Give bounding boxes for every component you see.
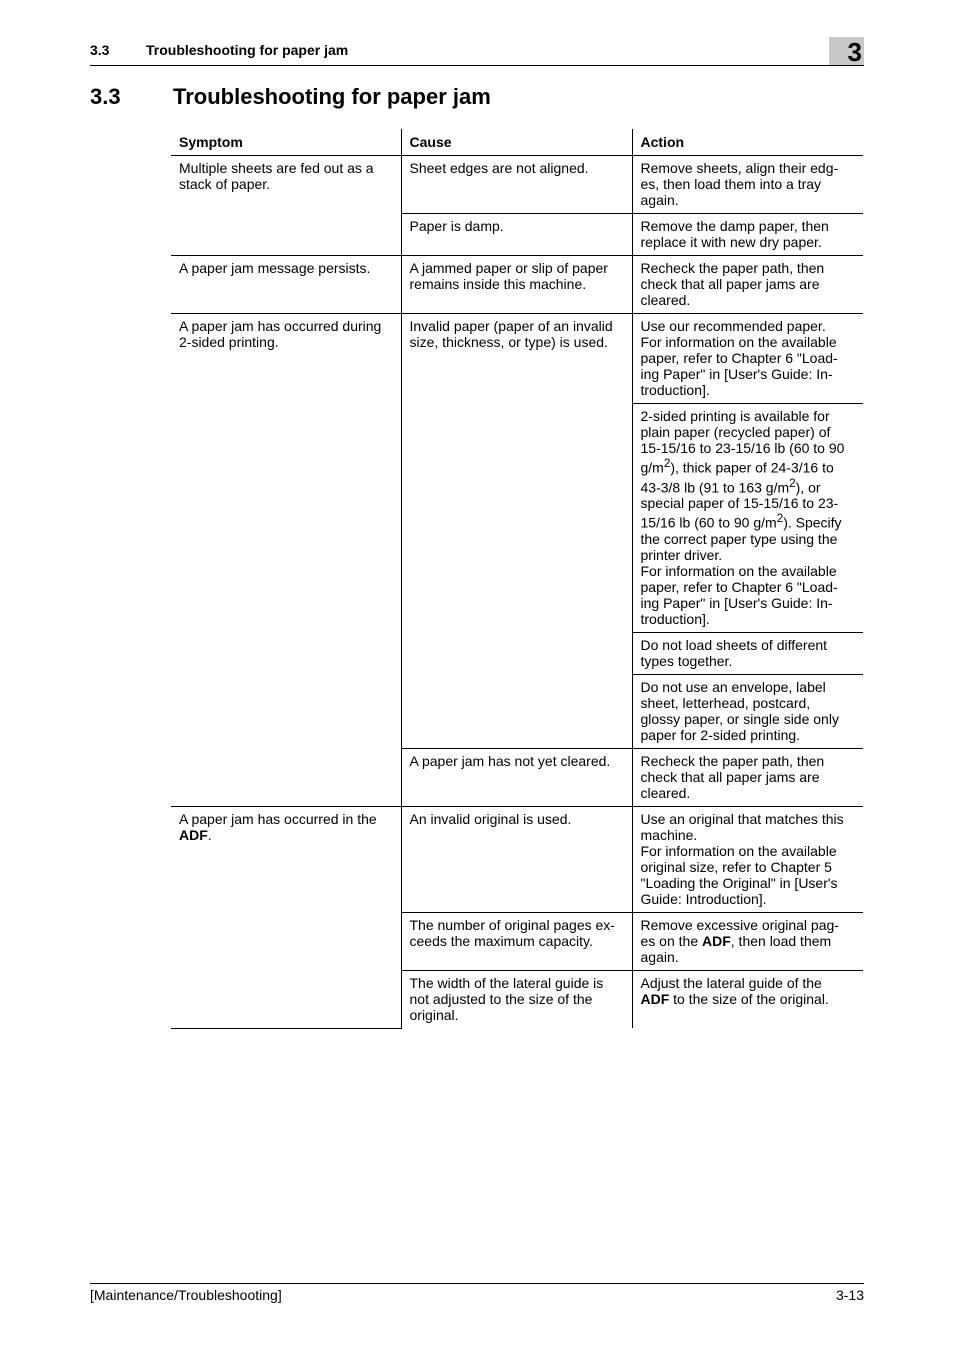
cause-cell: A jammed paper or slip of paper remains inside this machine. bbox=[401, 256, 632, 314]
header-section-title: Troubleshooting for paper jam bbox=[146, 42, 349, 58]
action-cell: Do not use an envelope, label sheet, letterhead, postcard, glossy paper, or single side only paper for 2-sided printing. bbox=[632, 674, 863, 748]
action-cell: Use an original that matches this machine. For information on the available original size, refer to Chapter 5 "Loading the Original" in [User's Guide: Introduction]. bbox=[632, 806, 863, 912]
table-row bbox=[171, 314, 863, 404]
action-cell bbox=[632, 970, 863, 1028]
troubleshooting-table bbox=[171, 129, 863, 1029]
action-suffix: to the size of the original. bbox=[669, 990, 829, 1007]
header-rule bbox=[90, 65, 864, 66]
adf-label: ADF bbox=[640, 990, 670, 1007]
symptom-cell: A paper jam has occurred during 2-sided printing. bbox=[171, 314, 401, 807]
column-header-action: Action bbox=[632, 129, 863, 156]
adf-label: ADF bbox=[702, 932, 731, 949]
cause-cell: Paper is damp. bbox=[401, 214, 632, 256]
table-row bbox=[171, 806, 863, 912]
footer-manual-title: [Maintenance/Troubleshooting] bbox=[90, 1287, 282, 1303]
column-header-cause: Cause bbox=[401, 129, 632, 156]
symptom-cell: A paper jam message persists. bbox=[171, 256, 401, 314]
adf-label: ADF bbox=[179, 826, 208, 843]
action-cell: Remove sheets, align their edg- es, then load them into a tray again. bbox=[632, 156, 863, 214]
table-header-row bbox=[171, 129, 863, 156]
action-cell: Recheck the paper path, then check that all paper jams are cleared. bbox=[632, 748, 863, 806]
symptom-cell: Multiple sheets are fed out as a stack of paper. bbox=[171, 156, 401, 256]
table-row bbox=[171, 156, 863, 214]
table-row bbox=[171, 256, 863, 314]
symptom-suffix: . bbox=[207, 826, 212, 843]
header-section-number: 3.3 bbox=[90, 42, 110, 58]
column-header-symptom: Symptom bbox=[171, 129, 401, 156]
section-title: Troubleshooting for paper jam bbox=[173, 84, 491, 109]
action-cell: Recheck the paper path, then check that all paper jams are cleared. bbox=[632, 256, 863, 314]
symptom-text: A paper jam has occurred in the bbox=[179, 810, 377, 827]
footer-rule bbox=[90, 1283, 864, 1284]
action-text: Remove excessive original pag- es on the bbox=[640, 916, 839, 949]
action-cell: Do not load sheets of different types together. bbox=[632, 632, 863, 674]
chapter-badge: 3 bbox=[829, 37, 864, 65]
section-number: 3.3 bbox=[90, 84, 121, 109]
cause-cell: A paper jam has not yet cleared. bbox=[401, 748, 632, 806]
cause-cell: The width of the lateral guide is not adjusted to the size of the original. bbox=[401, 970, 632, 1028]
cause-cell: The number of original pages ex- ceeds the maximum capacity. bbox=[401, 912, 632, 970]
cause-cell: Sheet edges are not aligned. bbox=[401, 156, 632, 214]
cause-cell: An invalid original is used. bbox=[401, 806, 632, 912]
action-cell: Use our recommended paper. For information on the available paper, refer to Chapter 6 "Load- ing Paper" in [User's Guide: In- troduction]. bbox=[632, 314, 863, 404]
action-suffix: , then load them again. bbox=[640, 932, 832, 965]
action-cell: 2-sided printing is available for plain paper (recycled paper) of 15-15/16 to 23-15/16 lb (60 to 90 $g/m^2$), thick paper of 24-3/16 to 43-3/8 lb (91 to 163 $g/m^2$), or special paper of 15-15/16 to 23- 15/16 lb (60 to 90 $g/m^2$). Specify the correct paper type using the printer driver. For information on the available paper, refer to Chapter 6 "Load- ing Paper" in [User's Guide: In- troduction]. bbox=[632, 404, 863, 633]
symptom-cell bbox=[171, 806, 401, 1028]
action-text: Adjust the lateral guide of the bbox=[640, 974, 822, 991]
action-cell: Remove the damp paper, then replace it with new dry paper. bbox=[632, 214, 863, 256]
cause-cell: Invalid paper (paper of an invalid size, thickness, or type) is used. bbox=[401, 314, 632, 749]
action-cell bbox=[632, 912, 863, 970]
page-number: 3-13 bbox=[835, 1287, 864, 1303]
